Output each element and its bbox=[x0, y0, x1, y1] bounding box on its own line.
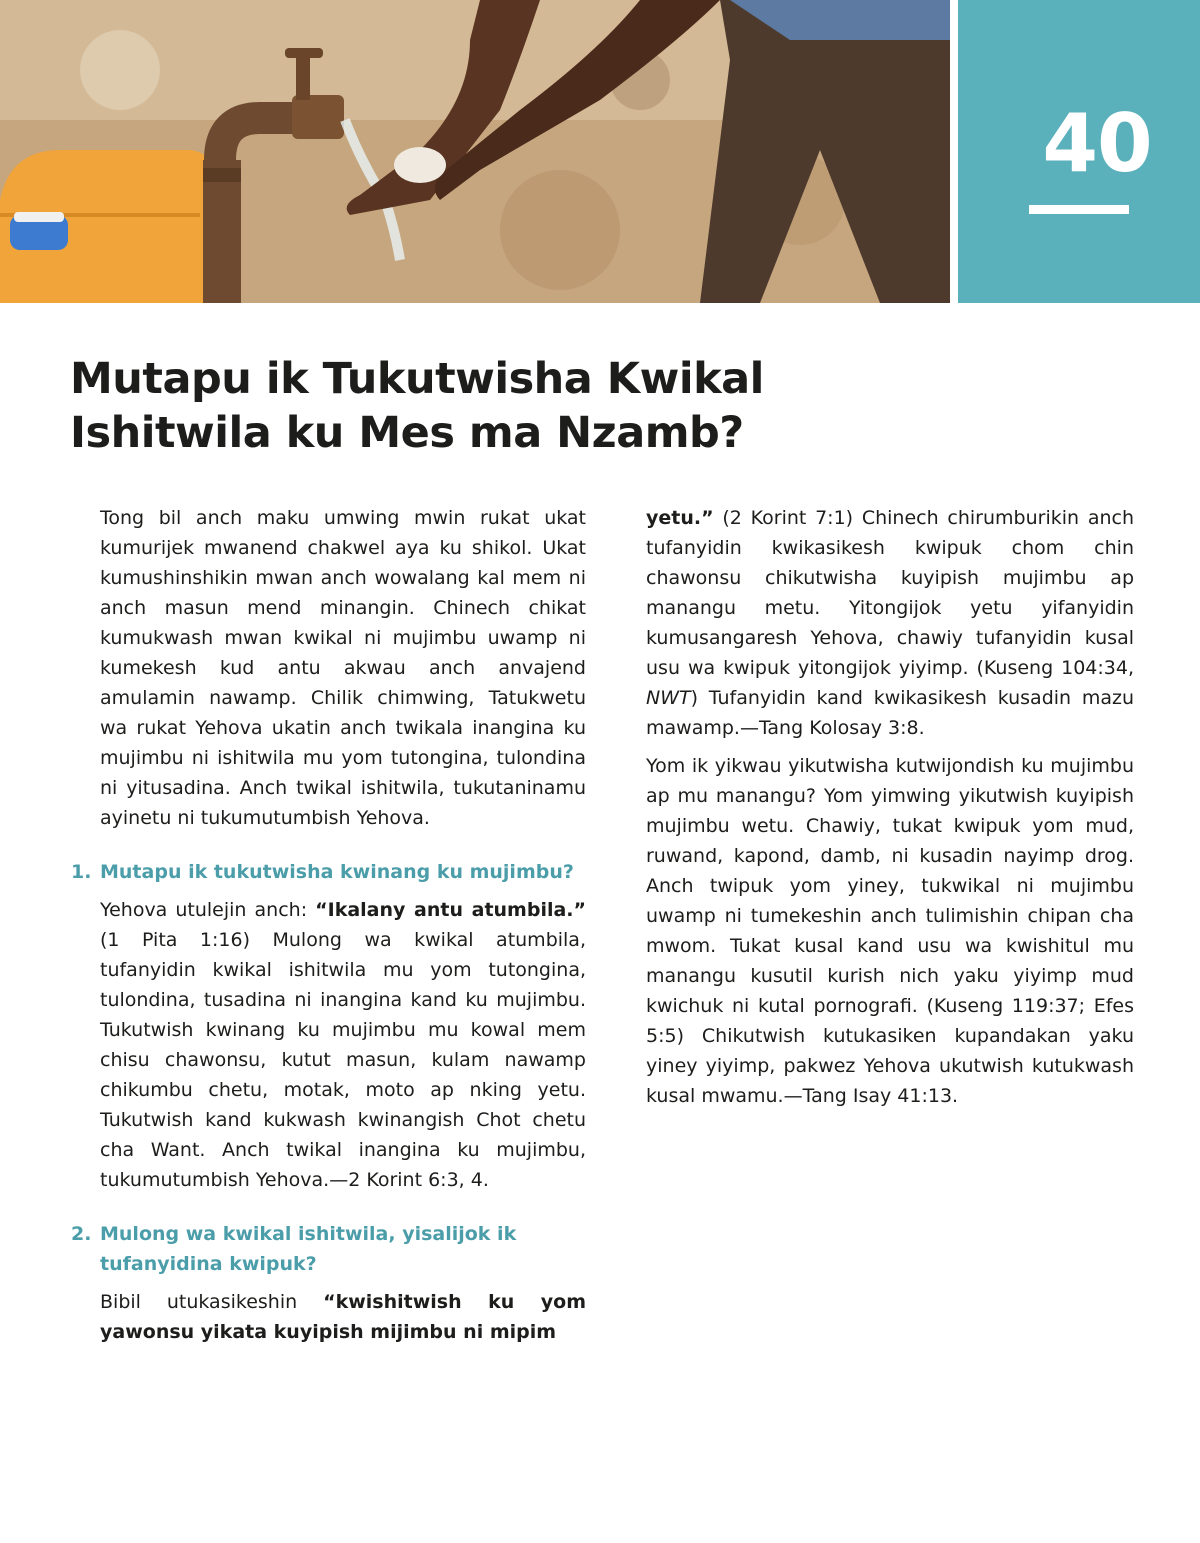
section-2-text-c: ) Tufanyidin kand kwikasikesh kusadin mazu mawamp.—Tang Kolosay 3:8. bbox=[646, 687, 1134, 739]
right-column bbox=[646, 503, 1134, 1111]
left-column bbox=[71, 503, 587, 1347]
section-1-heading bbox=[71, 857, 586, 887]
section-2-text-a: Bibil utukasikeshin bbox=[100, 1291, 324, 1313]
header-photo bbox=[0, 0, 950, 303]
section-2-quote: yetu.” bbox=[646, 507, 714, 529]
lesson-number-panel bbox=[958, 0, 1200, 303]
page-title: Mutapu ik Tukutwisha Kwikal Ishitwila ku Mes ma Nzamb? bbox=[70, 354, 764, 458]
section-2-text-b: (2 Korint 7:1) Chinech chirumburikin anch tufanyidin kwikasikesh kwipuk chom chin chawonsu chikutwisha kuyipish mujimbu ap manangu metu. Yitongijok yetu yifanyidin kumusangaresh Yehova, chawiy tufanyidin kusal usu wa kwipuk yitongijok yiyimp. (Kuseng 104:34, bbox=[646, 507, 1134, 679]
section-1-text-b: (1 Pita 1:16) Mulong wa kwikal atumbila, tufanyidin kwikal ishitwila mu yom tutongina, tulondina, tusadina ni inangina kand ku mujimbu. Tukutwish kwinang ku mujimbu mu kowal mem chisu chawonsu, kutut masun, kulam nawamp chikumbu chetu, motak, moto ap nking yetu. Tukutwish kand kukwash kwinangish Chot chetu cha Want. Anch twikal inangina ku mujimbu, tukumutumbish Yehova.—2 Korint 6:3, 4. bbox=[100, 929, 586, 1191]
lesson-number: 40 bbox=[1042, 97, 1152, 190]
section-2-heading bbox=[71, 1219, 586, 1279]
lesson-number-underline bbox=[1029, 205, 1129, 214]
section-1-heading-text: Mutapu ik tukutwisha kwinang ku mujimbu? bbox=[100, 861, 574, 883]
section-2-nwt: NWT bbox=[646, 687, 691, 709]
intro-paragraph: Tong bil anch maku umwing mwin rukat ukat kumurijek mwanend chakwel aya ku shikol. Ukat kumushinshikin mwan anch wowalang kal mem ni anch masun mend minangin. Chinech chikat kumukwash mwan kwikal ni mujimbu uwamp ni kumekesh kud antu akwau anch anvajend amulamin nawamp. Chilik chimwing, Tatukwetu wa rukat Yehova ukatin anch twikala inangina ku mujimbu ni ishitwila mu yom tutongina, tulondina ni yitusadina. Anch twikal ishitwila, tukutaninamu ayinetu ni tukumutumbish Yehova. bbox=[100, 507, 586, 829]
section-2-quote: “kwishitwish ku yom yawonsu yikata kuyipish mijimbu ni mipim bbox=[100, 1291, 586, 1343]
section-2-paragraph-2: Yom ik yikwau yikutwisha kutwijondish ku mujimbu ap mu manangu? Yom yimwing yikutwish kuyipish mujimbu wetu. Chawiy, tukat kwipuk yom mud, ruwand, kapond, damb, ni kusadin nayimp drog. Anch twipuk yom yiney, tukwikal ni mujimbu uwamp ni tumekeshin anch tulimishin chipan cha mwom. Tukat kusal kand usu wa kwishitul mu manangu kusutil kurish nich yaku yiyimp mud kwichuk ni kutal pornografi. (Kuseng 119:37; Efes 5:5) Chikutwish kutukasiken kupandakan yaku yiney yiyimp, pakwez Yehova ukutwish kutukwash kusal mwamu.—Tang Isay 41:13. bbox=[646, 755, 1134, 1107]
section-1-quote: “Ikalany antu atumbila.” bbox=[315, 899, 587, 921]
section-2-heading-text: Mulong wa kwikal ishitwila, yisalijok ik tufanyidina kwipuk? bbox=[100, 1223, 517, 1275]
section-2-number: 2. bbox=[71, 1223, 92, 1245]
section-2-paragraph-start bbox=[100, 1287, 586, 1347]
section-2-paragraph-continued bbox=[646, 503, 1134, 743]
section-1-number: 1. bbox=[71, 861, 92, 883]
hands-washing-at-tap-photo bbox=[0, 0, 950, 303]
section-1-paragraph bbox=[100, 895, 586, 1195]
section-1-text-a: Yehova utulejin anch: bbox=[100, 899, 316, 921]
